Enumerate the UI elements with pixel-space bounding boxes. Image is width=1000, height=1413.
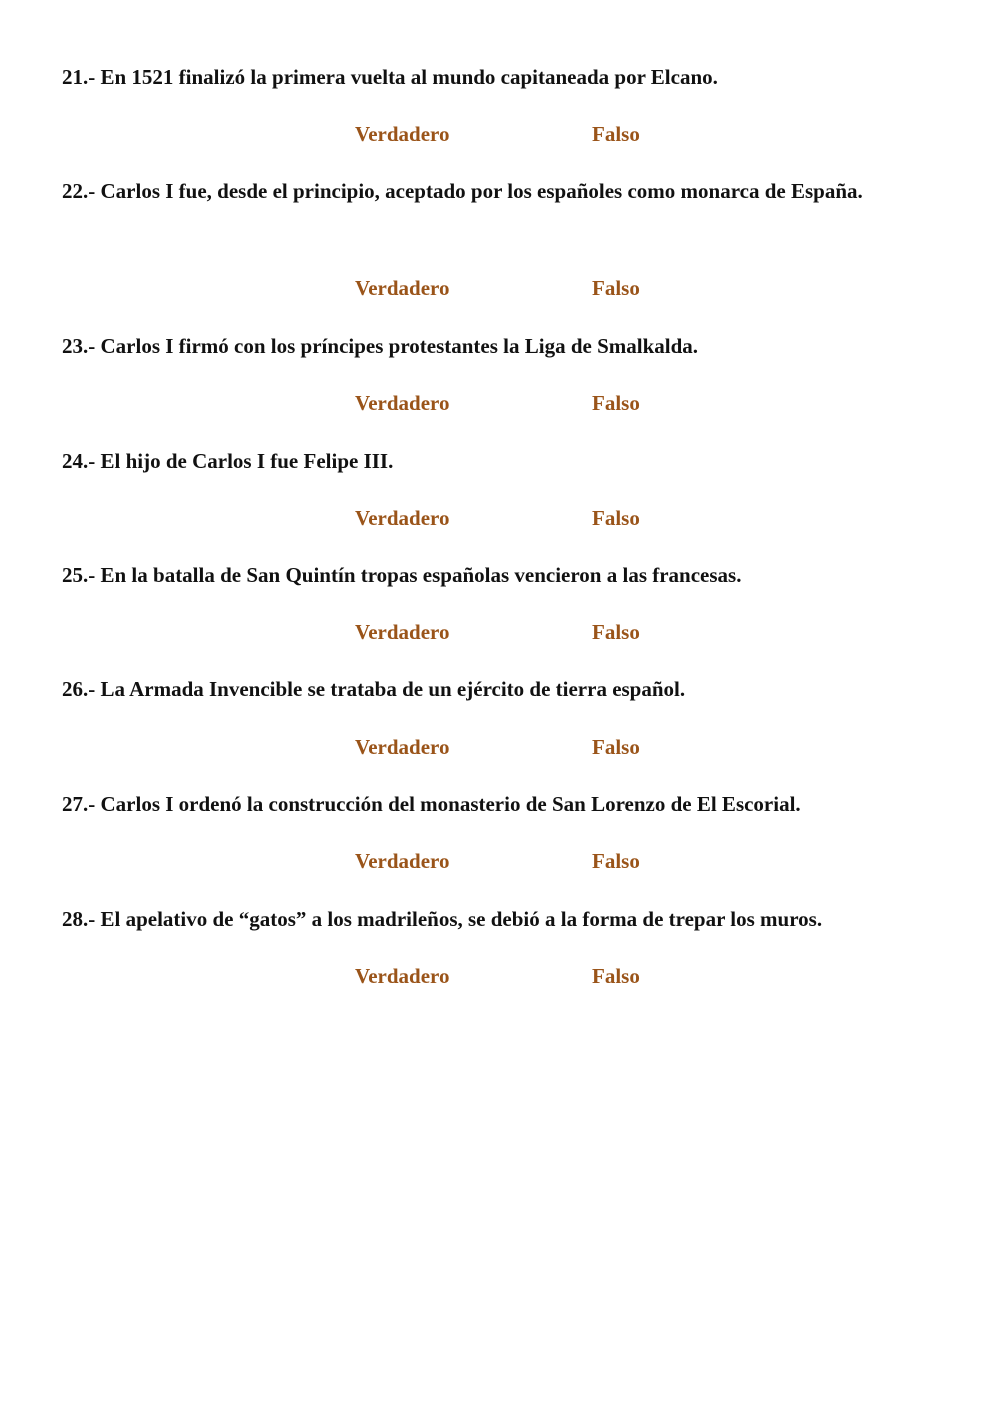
option-falso-22[interactable]: Falso [592, 276, 640, 300]
question-28: 28.- El apelativo de “gatos” a los madrileños, se debió a la forma de trepar los muros. [62, 907, 823, 931]
question-22: 22.- Carlos I fue, desde el principio, aceptado por los españoles como monarca de España. [62, 179, 863, 203]
option-verdadero-21[interactable]: Verdadero [355, 122, 450, 146]
question-23: 23.- Carlos I firmó con los príncipes protestantes la Liga de Smalkalda. [62, 334, 699, 358]
option-verdadero-27[interactable]: Verdadero [355, 849, 450, 873]
option-verdadero-24[interactable]: Verdadero [355, 506, 450, 530]
option-verdadero-28[interactable]: Verdadero [355, 964, 450, 988]
answer-options-27 [0, 846, 1000, 876]
option-verdadero-26[interactable]: Verdadero [355, 735, 450, 759]
question-26: 26.- La Armada Invencible se trataba de un ejército de tierra español. [62, 677, 686, 701]
answer-options-22 [0, 273, 1000, 303]
option-verdadero-25[interactable]: Verdadero [355, 620, 450, 644]
option-verdadero-22[interactable]: Verdadero [355, 276, 450, 300]
option-falso-24[interactable]: Falso [592, 506, 640, 530]
option-falso-28[interactable]: Falso [592, 964, 640, 988]
answer-options-26 [0, 732, 1000, 762]
question-25: 25.- En la batalla de San Quintín tropas españolas vencieron a las francesas. [62, 563, 742, 587]
option-falso-21[interactable]: Falso [592, 122, 640, 146]
question-27: 27.- Carlos I ordenó la construcción del monasterio de San Lorenzo de El Escorial. [62, 792, 801, 816]
question-21: 21.- En 1521 finalizó la primera vuelta al mundo capitaneada por Elcano. [62, 65, 718, 89]
option-falso-23[interactable]: Falso [592, 391, 640, 415]
option-falso-26[interactable]: Falso [592, 735, 640, 759]
answer-options-21 [0, 119, 1000, 149]
option-falso-25[interactable]: Falso [592, 620, 640, 644]
question-24: 24.- El hijo de Carlos I fue Felipe III. [62, 449, 394, 473]
answer-options-23 [0, 388, 1000, 418]
answer-options-24 [0, 503, 1000, 533]
option-verdadero-23[interactable]: Verdadero [355, 391, 450, 415]
option-falso-27[interactable]: Falso [592, 849, 640, 873]
answer-options-25 [0, 617, 1000, 647]
answer-options-28 [0, 961, 1000, 991]
